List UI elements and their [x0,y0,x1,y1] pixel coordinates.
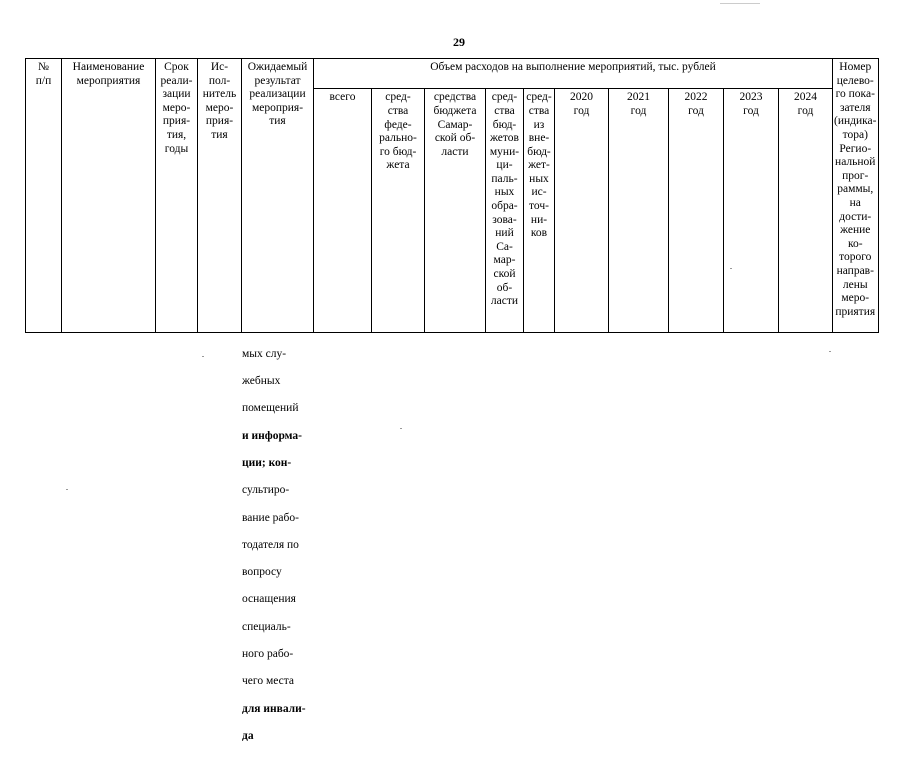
subheader-year-2020: 2020 год [555,89,609,333]
subheader-year-2023: 2023 год [724,89,779,333]
continuation-line: ции; кон- [242,456,292,469]
continuation-line: специаль- [242,620,291,633]
activities-table-wrapper [25,58,879,333]
scan-speck [829,351,831,352]
continuation-line: вопросу [242,566,282,579]
subheader-total: всего [314,89,372,333]
scan-speck [720,3,760,4]
expected-result-continuation [242,334,312,757]
continuation-line: ного рабо- [242,648,294,661]
continuation-line: тодателя по [242,538,299,551]
subheader-federal-budget: сред- ства феде- рально- го бюд- жета [372,89,425,333]
continuation-line: мых слу- [242,347,287,360]
continuation-line: для инвали- [242,702,306,715]
header-expenses: Объем расходов на выполнение мероприятий, тыс. рублей [314,59,833,89]
header-executor: Ис- пол- нитель меро- прия- тия [198,59,242,333]
subheader-extrabudgetary: сред- ства из вне- бюд- жет- ных ис- точ- ни- ков [524,89,555,333]
continuation-line: да [242,730,254,743]
header-expected-result: Ожидаемый результат реализации мероприя- тия [242,59,314,333]
scan-speck [730,268,732,269]
continuation-line: помещений [242,402,299,415]
subheader-regional-budget: средства бюджета Самар- ской об- ласти [425,89,486,333]
header-term: Срок реали- зации меро- прия- тия, годы [156,59,198,333]
subheader-year-2021: 2021 год [609,89,669,333]
continuation-line: сультиро- [242,484,290,497]
subheader-year-2022: 2022 год [669,89,724,333]
scan-speck [202,356,204,357]
scan-speck [66,489,68,490]
subheader-municipal-budgets: сред- ства бюд- жетов муни- ци- паль- ных обра- зова- ний Са- мар- ской об- ласти [486,89,524,333]
scan-speck [400,428,402,429]
continuation-line: жебных [242,374,281,387]
continuation-line: чего места [242,675,294,688]
subheader-year-2024: 2024 год [779,89,833,333]
page-number: 29 [453,35,465,49]
activities-table [25,58,879,333]
header-name: Наименование мероприятия [62,59,156,333]
continuation-line: оснащения [242,593,296,606]
header-no: № п/п [26,59,62,333]
continuation-line: и информа- [242,429,303,442]
continuation-line: вание рабо- [242,511,299,524]
header-indicator: Номер целево- го пока- зателя (индика- тора) Регио- нальной прог- раммы, на дости- жение ко- торого направ- лены меро- приятия [833,59,879,333]
